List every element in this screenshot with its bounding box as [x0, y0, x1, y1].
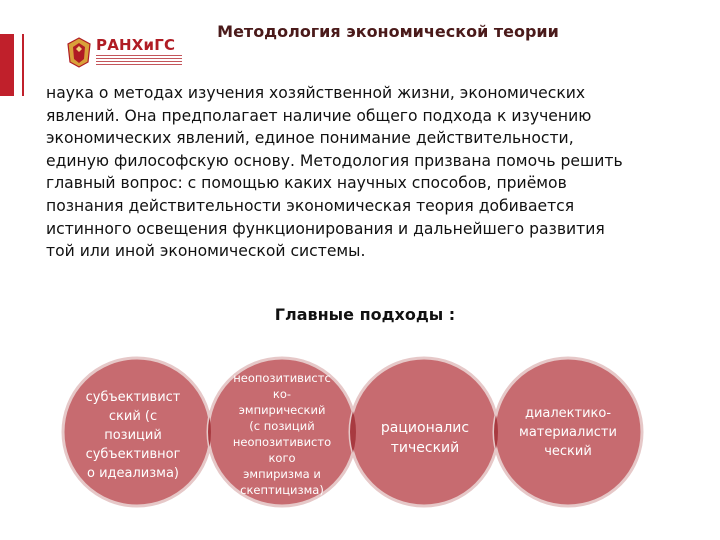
logo-text: РАНХиГС	[96, 36, 176, 54]
approaches-heading: Главные подходы :	[274, 305, 456, 324]
approach-label-rationalist: рационалис тический	[380, 420, 470, 456]
page-title: Методология экономической теории	[217, 22, 559, 41]
approach-label-dialectical: диалектико- материалисти ческий	[519, 406, 617, 459]
definition-paragraph: наука о методах изучения хозяйственной жизни, экономических явлений. Она предполагает наличие общего подхода к изучению экономических явлений, единое понимание действительности, единую философскую основу. Методология призвана помочь решить главный вопрос: с помощью каких научных способов, приёмов познания действительности экономическая теория добивается истинного освещения функционирования и дальнейшего развития той или иной экономической системы.	[46, 84, 623, 261]
approach-label-subjectivist: субъективист ский (с позиций субъективног о идеализма)	[85, 390, 181, 481]
approach-label-neopositivist: неопозитивистс ко- эмпирический (с позиций неопозитивисто кого эмпиризма и скептицизма)	[232, 371, 332, 497]
